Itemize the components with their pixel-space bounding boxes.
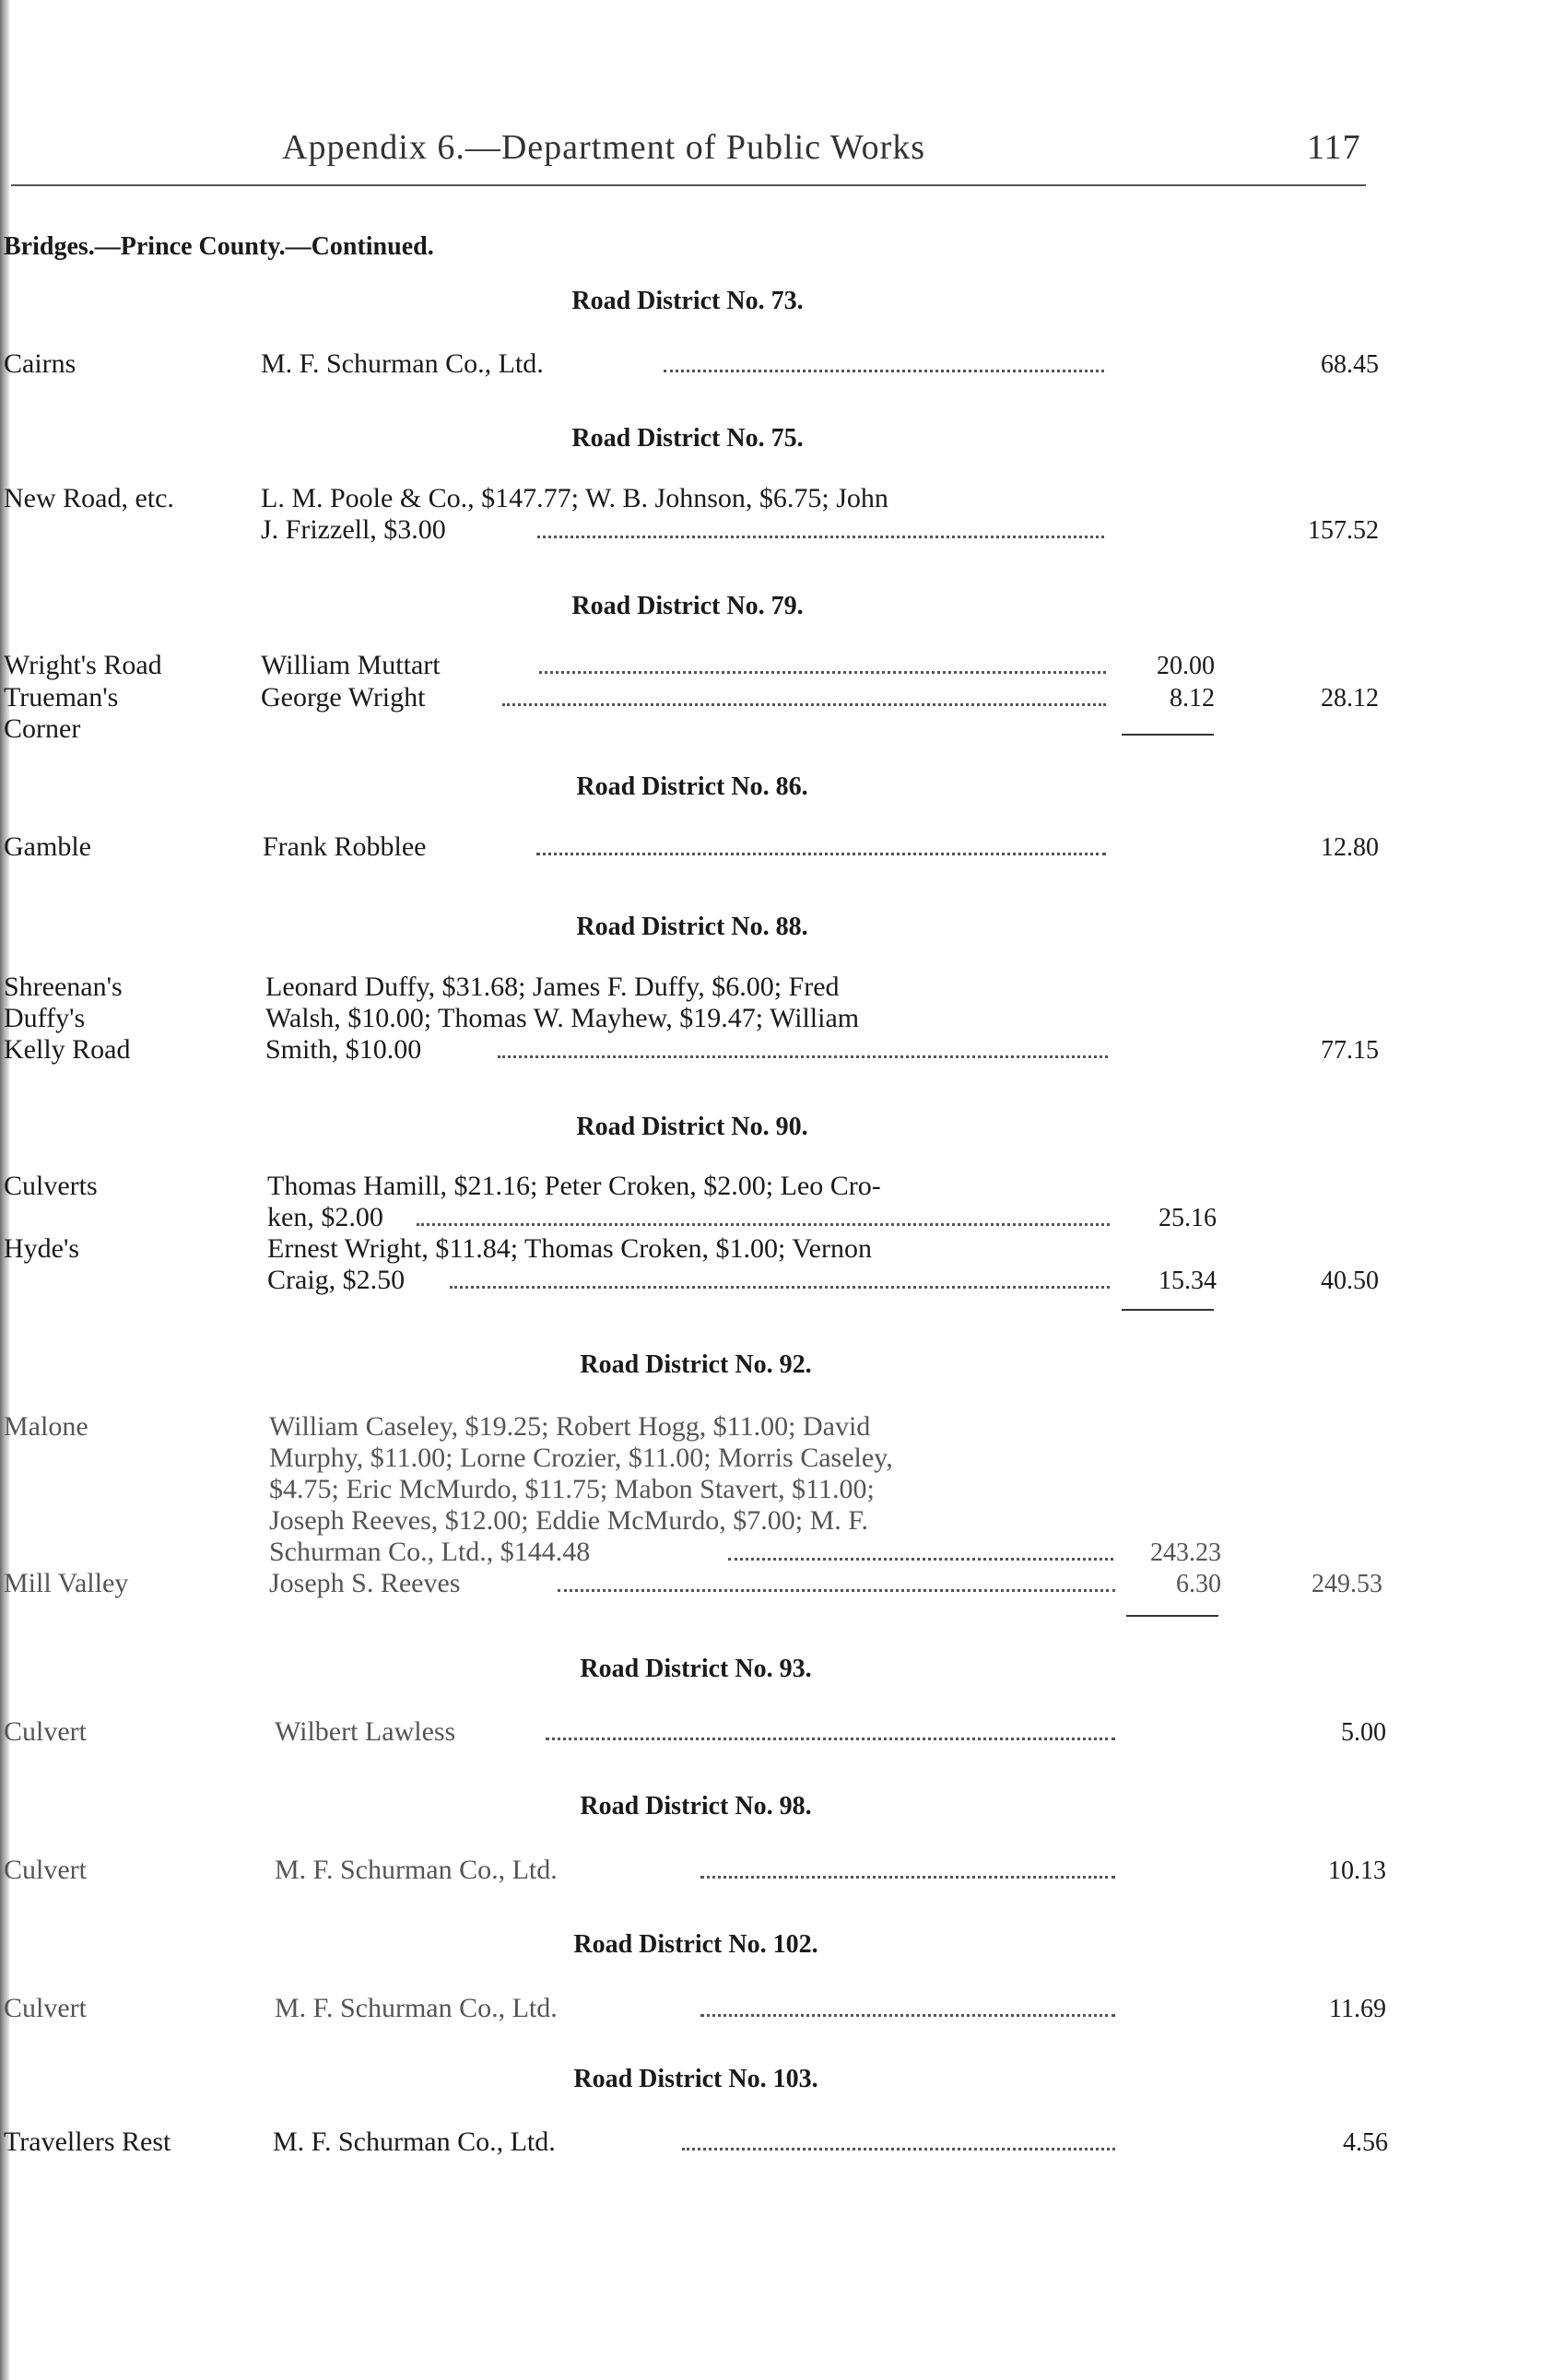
place-name: Wright's Road — [4, 650, 162, 680]
place-name: Travellers Rest — [4, 2127, 171, 2157]
leader-dots — [502, 703, 1106, 706]
place-name: Culvert — [4, 1716, 87, 1747]
leader-dots — [450, 1286, 1110, 1289]
district-heading: Road District No. 88. — [576, 913, 808, 941]
leader-dots — [536, 853, 1106, 855]
district-heading: Road District No. 102. — [573, 1930, 818, 1959]
subtotal-amount: 15.34 — [1159, 1267, 1217, 1295]
total-amount: 249.53 — [1312, 1570, 1382, 1598]
place-name: Culverts — [4, 1171, 98, 1201]
leader-dots — [558, 1589, 1115, 1592]
payee-line: Joseph S. Reeves — [269, 1568, 461, 1598]
total-amount: 4.56 — [1343, 2128, 1388, 2157]
total-amount: 157.52 — [1308, 516, 1379, 545]
payee-line: J. Frizzell, $3.00 — [261, 514, 446, 545]
total-amount: 12.80 — [1321, 833, 1379, 862]
district-heading: Road District No. 93. — [580, 1655, 812, 1683]
payee-line: M. F. Schurman Co., Ltd. — [261, 348, 544, 379]
sum-rule — [1122, 734, 1214, 736]
sum-rule — [1126, 1615, 1218, 1617]
place-name: Corner — [4, 713, 81, 744]
page-number: 117 — [1307, 128, 1361, 167]
subtotal-amount: 20.00 — [1157, 652, 1215, 680]
subtotal-amount: 6.30 — [1176, 1570, 1221, 1598]
leader-dots — [546, 1738, 1115, 1740]
leader-dots — [700, 1876, 1115, 1879]
page-title: Appendix 6.—Department of Public Works — [282, 128, 926, 167]
place-name: Malone — [4, 1411, 88, 1442]
place-name: New Road, etc. — [4, 483, 174, 513]
total-amount: 40.50 — [1321, 1267, 1379, 1295]
place-name: Culvert — [4, 1855, 87, 1885]
leader-dots — [664, 370, 1104, 372]
place-name: Gamble — [4, 831, 91, 862]
district-heading: Road District No. 98. — [580, 1792, 812, 1820]
leader-dots — [537, 536, 1104, 538]
district-heading: Road District No. 103. — [573, 2065, 818, 2093]
total-amount: 5.00 — [1341, 1718, 1386, 1747]
district-heading: Road District No. 92. — [580, 1350, 812, 1379]
payee-line: ken, $2.00 — [267, 1202, 383, 1232]
payee-line: Schurman Co., Ltd., $144.48 — [269, 1537, 591, 1567]
place-name: Hyde's — [4, 1233, 80, 1264]
payee-line: George Wright — [261, 682, 426, 713]
total-amount: 11.69 — [1329, 1995, 1386, 2023]
section-heading: Bridges.—Prince County.—Continued. — [4, 232, 434, 261]
subtotal-amount: 243.23 — [1150, 1538, 1221, 1567]
payee-line: Frank Robblee — [263, 831, 427, 862]
place-name: Duffy's — [4, 1003, 86, 1033]
place-name: Culvert — [4, 1993, 87, 2023]
sum-rule — [1122, 1309, 1214, 1311]
payee-line: Walsh, $10.00; Thomas W. Mayhew, $19.47; William — [265, 1003, 860, 1033]
leader-dots — [728, 1558, 1113, 1561]
total-amount: 28.12 — [1321, 684, 1379, 713]
payee-line: M. F. Schurman Co., Ltd. — [275, 1993, 558, 2023]
district-heading: Road District No. 79. — [571, 592, 804, 620]
payee-line: William Muttart — [261, 650, 441, 680]
leader-dots — [700, 2014, 1115, 2017]
total-amount: 68.45 — [1321, 350, 1379, 379]
header-rule — [11, 184, 1366, 186]
payee-line: Ernest Wright, $11.84; Thomas Croken, $1.00; Vernon — [267, 1233, 872, 1264]
place-name: Cairns — [4, 348, 76, 379]
payee-line: M. F. Schurman Co., Ltd. — [273, 2127, 556, 2157]
payee-line: M. F. Schurman Co., Ltd. — [275, 1855, 558, 1885]
payee-line: Murphy, $11.00; Lorne Crozier, $11.00; Morris Caseley, — [269, 1443, 893, 1473]
payee-line: $4.75; Eric McMurdo, $11.75; Mabon Stavert, $11.00; — [269, 1474, 875, 1504]
place-name: Mill Valley — [4, 1568, 129, 1598]
district-heading: Road District No. 86. — [576, 772, 808, 801]
payee-line: Craig, $2.50 — [267, 1265, 406, 1295]
payee-line: Joseph Reeves, $12.00; Eddie McMurdo, $7.00; M. F. — [269, 1505, 869, 1536]
place-name: Shreenan's — [4, 972, 123, 1002]
leader-dots — [539, 671, 1106, 674]
payee-line: L. M. Poole & Co., $147.77; W. B. Johnson, $6.75; John — [261, 483, 888, 513]
payee-line: Wilbert Lawless — [275, 1716, 456, 1747]
subtotal-amount: 8.12 — [1170, 684, 1215, 713]
district-heading: Road District No. 90. — [576, 1113, 808, 1141]
payee-line: Thomas Hamill, $21.16; Peter Croken, $2.00; Leo Cro- — [267, 1171, 881, 1201]
payee-line: Smith, $10.00 — [265, 1034, 422, 1065]
payee-line: William Caseley, $19.25; Robert Hogg, $11.00; David — [269, 1411, 871, 1442]
subtotal-amount: 25.16 — [1159, 1204, 1217, 1232]
place-name: Trueman's — [4, 682, 119, 713]
leader-dots — [498, 1055, 1108, 1058]
leader-dots — [417, 1223, 1110, 1226]
place-name: Kelly Road — [4, 1034, 131, 1065]
district-heading: Road District No. 75. — [571, 424, 804, 453]
leader-dots — [682, 2148, 1115, 2150]
total-amount: 10.13 — [1328, 1856, 1386, 1885]
total-amount: 77.15 — [1321, 1036, 1379, 1065]
payee-line: Leonard Duffy, $31.68; James F. Duffy, $6.00; Fred — [265, 972, 840, 1002]
district-heading: Road District No. 73. — [571, 287, 804, 315]
